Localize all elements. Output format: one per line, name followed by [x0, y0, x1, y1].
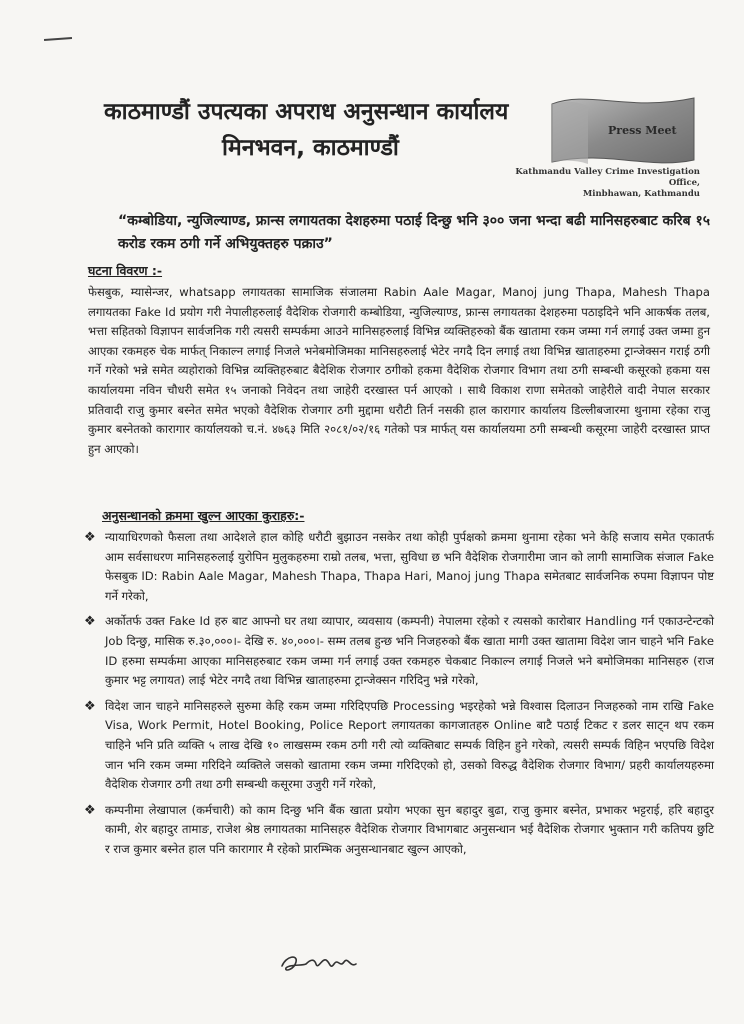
office-location: मिनभवन, काठमाण्डौं	[222, 135, 399, 161]
finding-item	[84, 697, 714, 795]
incident-heading: घटना विवरण :-	[88, 263, 163, 278]
finding-text: कम्पनीमा लेखापाल (कर्मचारी) को काम दिन्छु भनि बैंक खाता प्रयोग भएका सुन बहादुर बुढा, राजु कुमार बस्नेत, प्रभाकर भट्टराई, हरि बहादुर कामी, शेर बहादुर तामाङ, राजेश श्रेष्ठ लगायतका मानिसहरु वैदेशिक रोजगार विभागबाट अनुसन्धान भई वैदेशिक रोजगार भुक्तान गरी कतिपय छुटि र राज कुमार बस्नेत हाल पनि कारागार मै रहेको प्रारम्भिक अनुसन्धानबाट खुल्न आएको,	[105, 802, 714, 856]
finding-text: अर्कोतर्फ उक्त Fake Id हरु बाट आफ्नो घर तथा व्यापार, व्यवसाय (कम्पनी) नेपालमा रहेको र त्यसको कारोबार Handling गर्न एकाउन्टेन्टको Job दिन्छु, मासिक रु.३०,०००।- देखि रु. ४०,०००।- सम्म तलब हुन्छ भनि निजहरुको बैंक खाता मागी उक्त खातामा विदेश जान चाहने भनि Fake ID हरुमा सम्पर्कमा आएका मानिसहरुबाट रकम जम्मा गर्न लगाई उक्त रकमहरु चेकबाट निकाल्न लगाई निजले भने बमोजिमका मानिसहरु (राज कुमार भट्ट लगायत) लाई भेटेर नगदै तथा विभिन्न खाताहरुमा ट्रान्जेक्सन गरिदिनु भन्ने गरेको,	[105, 614, 714, 688]
finding-text: विदेश जान चाहने मानिसहरुले सुरुमा केहि रकम जम्मा गरिदिएपछि Processing भइरहेको भन्ने विश्वास दिलाउन निजहरुको नाम राखि Fake Visa, Work Permit, Hotel Booking, Police Report लगायतका कागजातहरु Online बाटै पठाई टिकट र डलर साट्न थप रकम चाहिने भनि प्रति व्यक्ति ५ लाख देखि १० लाखसम्म रकम ठगी गरी त्यो व्यक्तिबाट सम्पर्क विहिन हुने गरेको, त्यसरी सम्पर्क विहिन भएपछि विदेश जान भनि रकम जम्मा गरिदिने व्यक्तिले जसको खातामा रकम जम्मा गरिदिएको हो, उसको विरुद्ध वैदेशिक रोजगार विभाग/ प्रहरी कार्यालयहरुमा वैदेशिक रोजगार ठगी तथा ठगी सम्बन्धी कसूरमा उजुरी गर्ने गरेको,	[105, 698, 714, 792]
press-headline: “कम्बोडिया, न्युजिल्याण्ड, फ्रान्स लगायतका देशहरुमा पठाई दिन्छु भनि ३०० जना भन्दा बढी मानिसहरुबाट करिब १५ करोड रकम ठगी गर्ने अभियुक्तहरु पक्राउ”	[118, 213, 711, 252]
incident-paragraph: फेसबुक, म्यासेन्जर, whatsapp लगायतका सामाजिक संजालमा Rabin Aale Magar, Manoj jung Thapa, Mahesh Thapa लगायतका Fake Id प्रयोग गरी नेपालीहरुलाई वैदेशिक रोजगारी कम्बोडिया, न्युजिल्याण्ड, फ्रान्स लगायतका देशहरुमा पठाइदिने भनि आकर्षक तलब, भत्ता सहितको विज्ञापन सार्वजनिक गरी त्यसरी सम्पर्कमा आउने मानिसहरुलाई विभिन्न व्यक्तिहरुको बैंक खातामा रकम जम्मा गर्न लगाई उक्त जम्मा हुन आएका रकमहरु चेक मार्फत् निकाल्न लगाई निजले भनेबमोजिमका मानिसहरुलाई भेटेर नगदै दिन लगाई तथा विभिन्न खाताहरुमा ट्रान्जेक्सन गराई ठगी गर्ने गरेको भन्ने समेत व्यहोराको विभिन्न व्यक्तिहरुबाट बैदेशिक रोजगार ठगीको हकमा वैदेशिक रोजगार विभाग तथा ठगी सम्बन्धी कसूरको हकमा यस कार्यालयमा नविन चौधरी समेत १५ जनाको निवेदन तथा जाहेरी दरखास्त पर्न आएको । साथै विकाश राणा समेतको जाहेरीले वादी नेपाल सरकार प्रतिवादी राजु कुमार बस्नेत समेत भएको वैदेशिक रोजगार ठगी मुद्दामा धरौटी तिर्न नसकी हाल कारागार कार्यालय डिल्लीबजारमा थुनामा रहेका राजु कुमार बस्नेतको कारागार कार्यालयको च.नं. ४७६३ मिति २०८१/०२/१६ गतेको पत्र मार्फत् यस कार्यालयमा ठगी सम्बन्धी कसूरमा जाहेरी दरखास्त प्राप्त हुन आएको।	[88, 285, 711, 456]
diamond-bullet-icon: ❖	[84, 802, 96, 818]
diamond-bullet-icon: ❖	[84, 530, 96, 545]
finding-text: न्यायाधिरणको फैसला तथा आदेशले हाल कोहि धरौटी बुझाउन नसकेर तथा कोही पुर्पक्षको क्रममा थुनामा रहेका भने केहि सजाय समेत एकातर्फ आम सर्वसाधरण मानिसहरुलाई युरोपिन मुलुकहरुमा राम्रो तलब, भत्ता, सुविधा छ भनि वैदेशिक रोजगारीमा जान को लागी सामाजिक संजाल Fake फेसबुक ID: Rabin Aale Magar, Mahesh Thapa, Thapa Hari, Manoj jung Thapa समेतबाट सार्वजनिक रुपमा विज्ञापन पोष्ट गर्ने गरेको,	[105, 530, 714, 603]
pen-mark	[44, 37, 72, 41]
finding-item	[84, 801, 714, 860]
office-title: काठमाण्डौं उपत्यका अपराध अनुसन्धान कार्यालय	[104, 99, 509, 125]
findings-heading: अनुसन्धानको क्रममा खुल्न आएका कुराहरु:-	[102, 508, 305, 523]
handwritten-signature	[276, 944, 366, 978]
findings-list	[84, 528, 714, 866]
office-english-name	[500, 167, 700, 200]
diamond-bullet-icon: ❖	[84, 614, 96, 630]
press-meet-logo	[548, 90, 698, 170]
diamond-bullet-icon: ❖	[84, 698, 96, 714]
office-english-line1: Kathmandu Valley Crime Investigation Office,	[515, 167, 700, 188]
finding-item	[84, 612, 714, 690]
finding-item	[84, 528, 714, 606]
press-meet-label: Press Meet	[608, 124, 677, 137]
office-english-line2: Minbhawan, Kathmandu	[582, 189, 700, 199]
